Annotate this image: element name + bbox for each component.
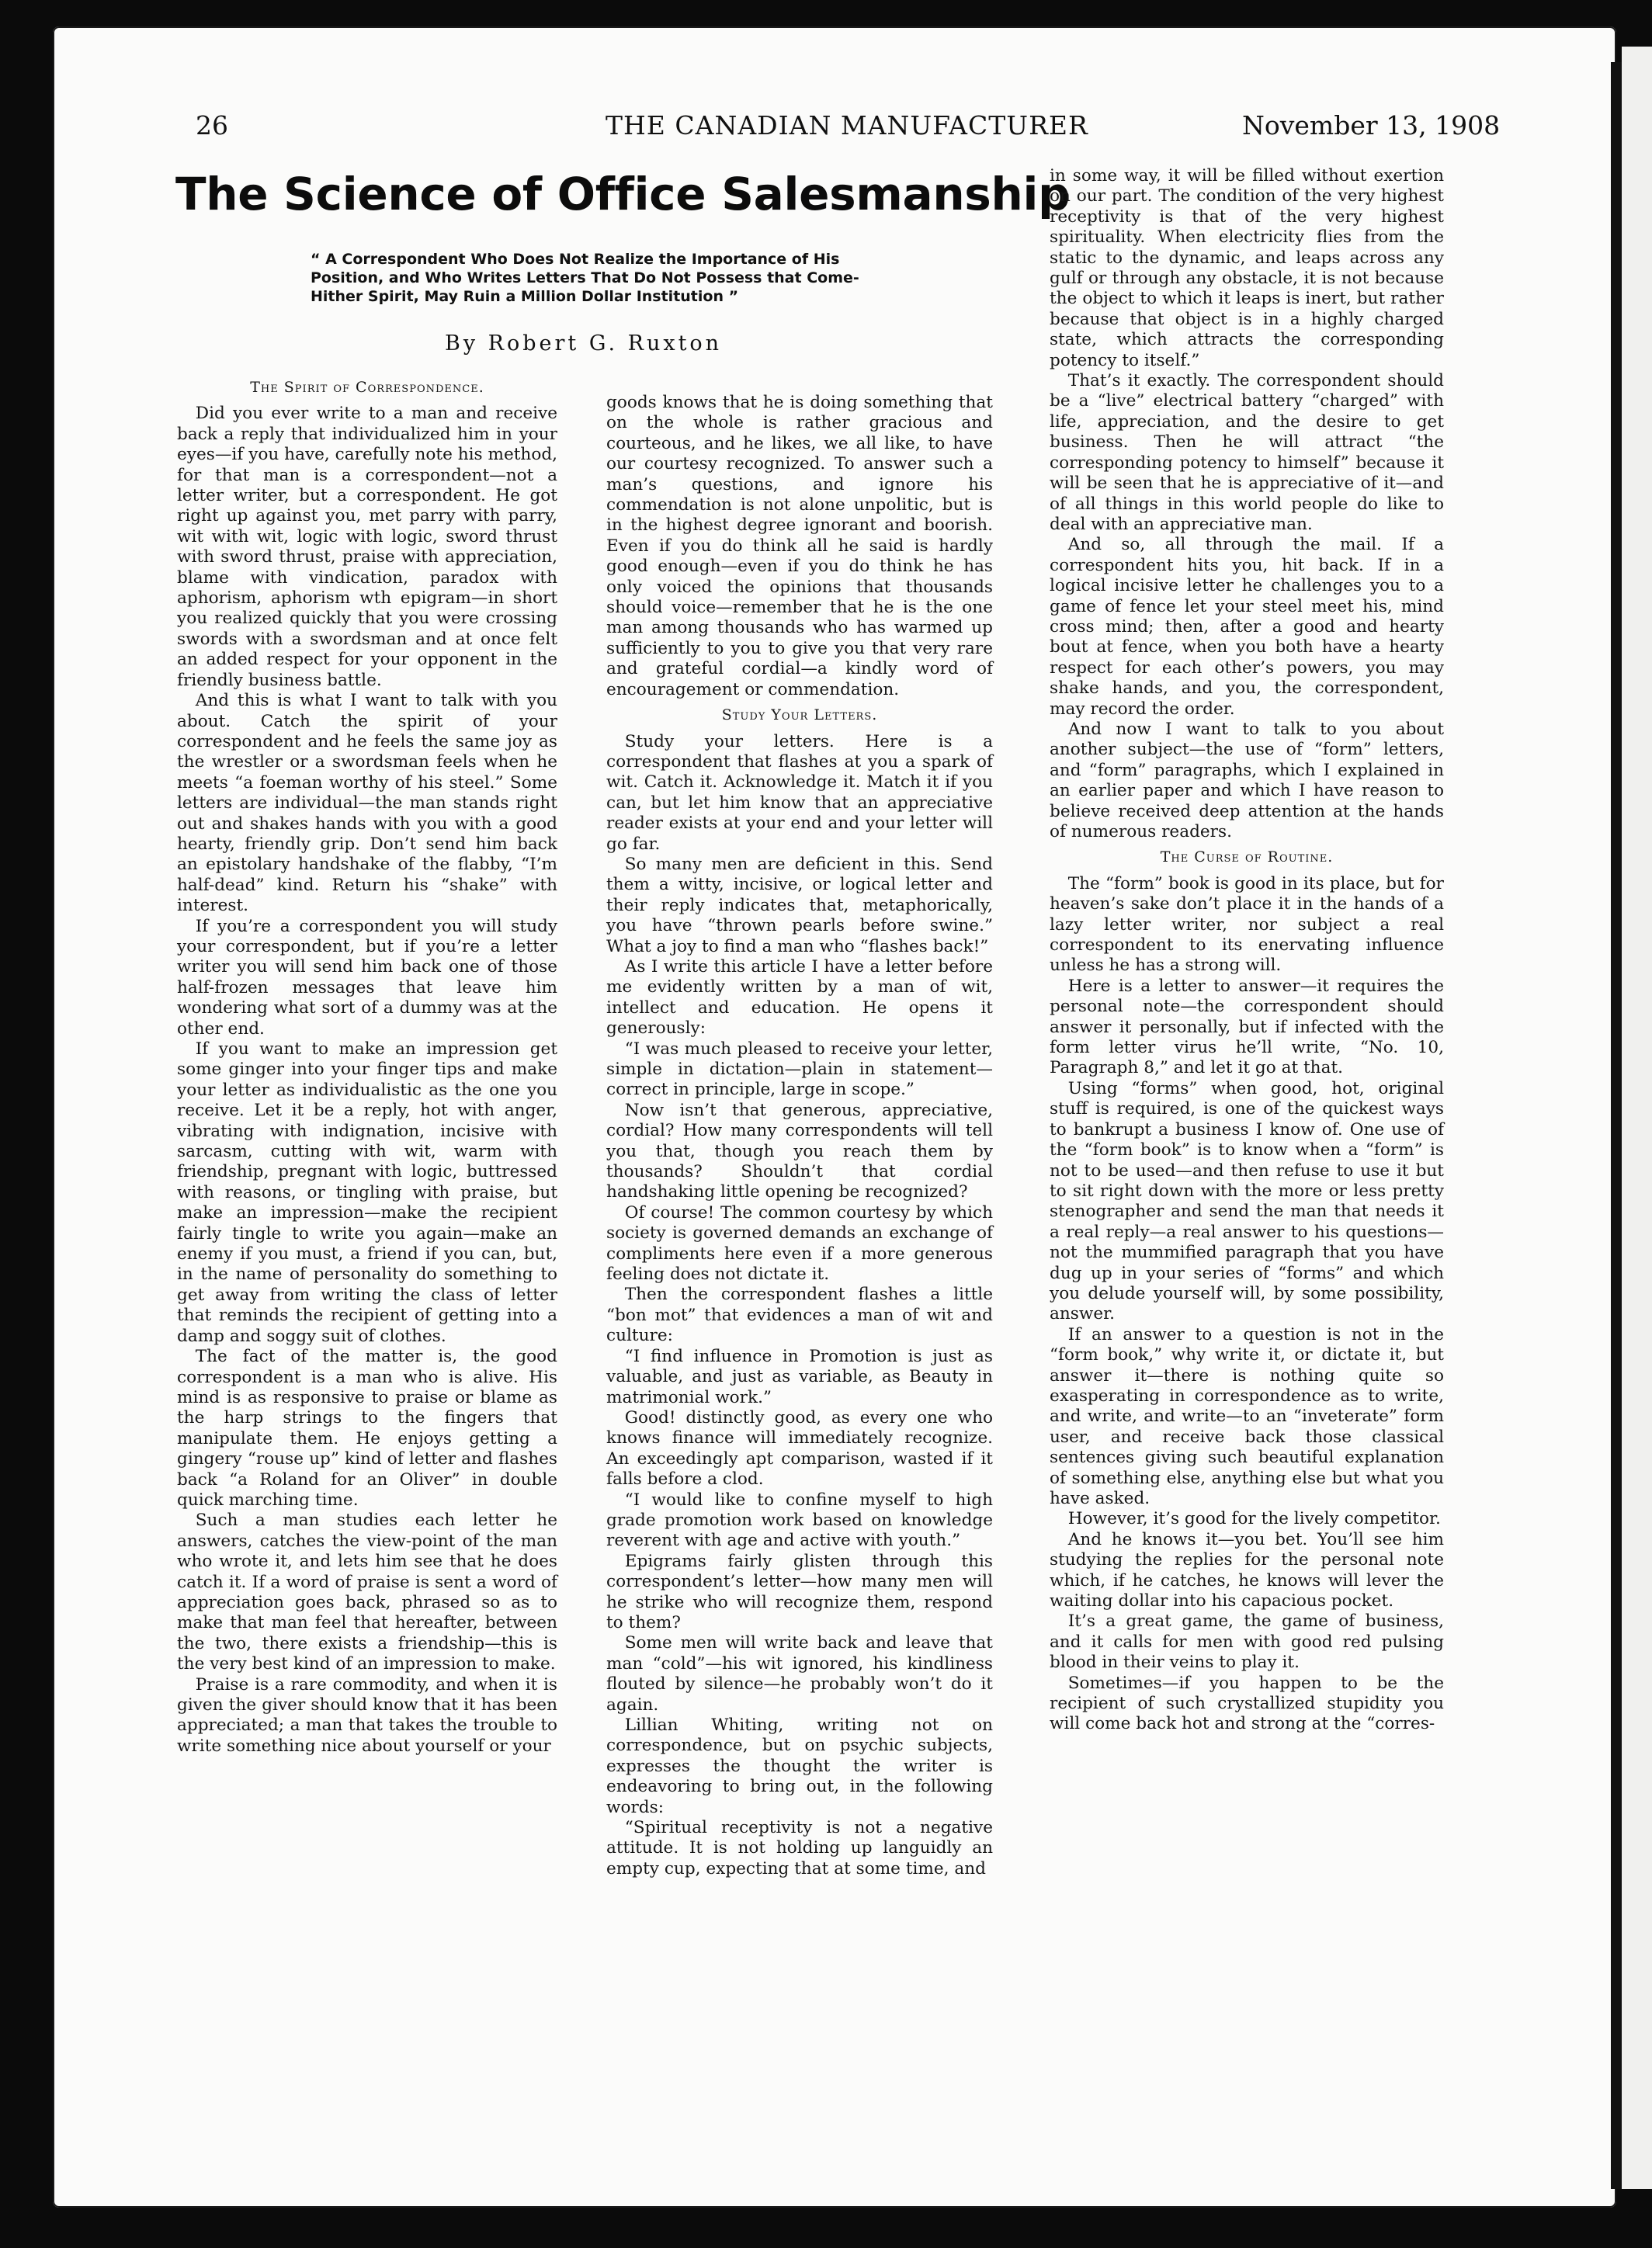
paragraph: And this is what I want to talk with you about. Catch the spirit of your correspondent and he feels the same joy as the wrestler or a swordsman feels when he meets “a foeman worthy of his steel.” Some letters are individual—the man stands right out and shakes hands with you with a good hearty, friendly grip. Don’t send him back an epistolary handshake of the flabby, “I’m half-dead” kind. Return his “shake” with interest.	[177, 691, 557, 916]
paragraph: So many men are deficient in this. Send them a witty, incisive, or logical letter and their reply indicates that, metaphorically, you have “thrown pearls before swine.” What a joy to find a man who “flashes back!”	[606, 854, 993, 956]
paragraph: Praise is a rare commodity, and when it is given the giver should know that it has been appreciated; a man that takes the trouble to write something nice about yourself or your	[177, 1674, 557, 1756]
paragraph: However, it’s good for the lively competitor.	[1067, 1509, 1441, 1529]
paragraph: Of course! The common courtesy by which society is governed demands an exchange of compliments here even if a more generous feeling does not dictate it.	[606, 1202, 993, 1285]
paragraph: “I find influence in Promotion is just as valuable, and just as variable, as Beauty in matrimonial work.”	[606, 1346, 993, 1407]
paragraph: If you want to make an impression get some ginger into your finger tips and make your letter as individualistic as the one you receive. Let it be a reply, hot with anger, vibrating with indignation, incisive with sarcasm, cutting with wit, warm with friendship, pregnant with logic, buttressed with reasons, or tingling with praise, but make an impression—make the recipient fairly tingle to write you again—make an enemy if you must, a friend if you can, but, in the name of personality do something to get away from writing the class of letter that reminds the recipient of getting into a damp and soggy suit of clothes.	[177, 1039, 557, 1346]
publication-name: THE CANADIAN MANUFACTURER	[606, 110, 1088, 140]
paragraph: The “form” book is good in its place, but for heaven’s sake don’t place it in the hands of a lazy letter writer, nor subject a real correspondent to its enervating influence unless he has a strong will.	[1050, 873, 1444, 976]
paragraph: Using “forms” when good, hot, original stuff is required, is one of the quickest ways to bankrupt a business I know of. One use of the “form book” is to know when a “form” is not to be used—and then refuse to use it but to sit right down with the more or less pretty stenographer and send the man that needs it a real reply—a real answer to his questions—not the mummified paragraph that you have dug up in your series of “forms” and which you delude yourself will, by some possibility, answer.	[1050, 1078, 1444, 1324]
section-heading: The Curse of Routine.	[1160, 848, 1334, 866]
article-byline: By Robert G. Ruxton	[445, 331, 723, 356]
paragraph: Such a man studies each letter he answers, catches the view-point of the man who wrote it, and lets him see that he does catch it. If a word of praise is sent a word of appreciation goes back, phrased so as to make that man feel that hereafter, between the two, there exists a friendship—this is the very best kind of an impression to make.	[177, 1511, 557, 1674]
paragraph: “I was much pleased to receive your letter, simple in dictation—plain in statement—correct in principle, large in scope.”	[606, 1039, 993, 1100]
paragraph: Some men will write back and leave that man “cold”—his wit ignored, his kindliness flouted by silence—he probably won’t do it again.	[606, 1633, 993, 1715]
paragraph: Then the correspondent flashes a little “bon mot” that evidences a man of wit and culture:	[606, 1285, 993, 1346]
adjacent-page-edge	[1622, 47, 1652, 2189]
paragraph: It’s a great game, the game of business, and it calls for men with good red pulsing blood in their veins to play it.	[1050, 1611, 1444, 1673]
paragraph: The fact of the matter is, the good correspondent is a man who is alive. His mind is as responsive to praise or blame as the harp strings to the fingers that manipulate them. He enjoys getting a gingery “rouse up” kind of letter and flashes back “a Roland for an Oliver” in double quick marching time.	[177, 1347, 557, 1510]
paragraph: If an answer to a question is not in the “form book,” why write it, or dictate it, but answer it—there is nothing quite so exasperating in correspondence as to write, and write, and write—to an “inveterate” form user, and receive back those classical sentences giving such beautiful explanation of something else, anything else but what you have asked.	[1050, 1324, 1444, 1508]
paragraph: goods knows that he is doing something that on the whole is rather gracious and courteous, and he likes, we all like, to have our courtesy recognized. To answer such a man’s questions, and ignore his commendation is not alone unpolitic, but is in the highest degree ignorant and boorish. Even if you do think all he said is hardly good enough—even if you do think he has only voiced the opinions that thousands should voice—remember that he is the one man among thousands who has warmed up sufficiently to you to give you that very rare and grateful cordial—a kindly word of encouragement or commendation.	[606, 393, 993, 699]
paragraph: If you’re a correspondent you will study your correspondent, but if you’re a letter writer you will send him back one of those half-frozen messages that leave him wondering what sort of a dummy was at the other end.	[177, 916, 557, 1039]
article-subtitle: “ A Correspondent Who Does Not Realize the Importance of His Position, and Who Writes Letters That Do Not Possess that Come-Hither Spirit, May Ruin a Million Dollar Institution ”	[311, 251, 859, 305]
column-2	[606, 393, 993, 1879]
page-gutter	[1611, 62, 1622, 2189]
column-1	[177, 373, 557, 1757]
paragraph: Lillian Whiting, writing not on correspondence, but on psychic subjects, expresses the thought the writer is endeavoring to bring out, in the following words:	[606, 1715, 993, 1817]
issue-date: November 13, 1908	[1242, 110, 1501, 140]
paragraph: And so, all through the mail. If a correspondent hits you, hit back. If in a logical incisive letter he challenges you to a game of fence let your steel meet his, mind cross mind; then, after a good and hearty bout at fence, when you both have a hearty respect for each other’s powers, you may shake hands, and you, the correspondent, may record the order.	[1050, 535, 1444, 719]
paragraph: “I would like to confine myself to high grade promotion work based on knowledge reverent with age and active with youth.”	[606, 1490, 993, 1551]
paragraph: Here is a letter to answer—it requires the personal note—the correspondent should answer it personally, but if infected with the form letter virus he’ll write, “No. 10, Paragraph 8,” and let it go at that.	[1050, 976, 1444, 1078]
paragraph: Study your letters. Here is a correspondent that flashes at you a spark of wit. Catch it. Acknowledge it. Match it if you can, but let him know that an appreciative reader exists at your end and your letter will go far.	[606, 731, 993, 854]
paragraph: Did you ever write to a man and receive back a reply that individualized him in your eyes—if you have, carefully note his method, for that man is a correspondent—not a letter writer, but a correspondent. He got right up against you, met parry with parry, wit with wit, logic with logic, sword thrust with sword thrust, praise with appreciation, blame with vindication, paradox with aphorism, aphorism wth epigram—in short you realized quickly that you were crossing swords with a swordsman and at once felt an added respect for your opponent in the friendly business battle.	[177, 404, 558, 690]
page-number: 26	[196, 110, 228, 140]
paragraph: And he knows it—you bet. You’ll see him studying the replies for the personal note which, if he catches, he knows will lever the waiting dollar into his capacious pocket.	[1050, 1529, 1444, 1611]
section-heading: The Spirit of Correspondence.	[250, 379, 484, 396]
paragraph: “Spiritual receptivity is not a negative attitude. It is not holding up languidly an empty cup, expecting that at some time, and	[606, 1818, 993, 1879]
paragraph: Epigrams fairly glisten through this correspondent’s letter—how many men will he strike who will recognize them, respond to them?	[606, 1551, 993, 1632]
section-heading: Study Your Letters.	[721, 706, 878, 724]
paragraph: And now I want to talk to you about another subject—the use of “form” letters, and “form” paragraphs, which I explained in an earlier paper and which I have reason to believe received deep attention at the hands of numerous readers.	[1050, 719, 1444, 841]
paragraph: As I write this article I have a letter before me evidently written by a man of wit, intellect and education. He opens it generously:	[606, 956, 993, 1039]
paragraph: in some way, it will be filled without exertion on our part. The condition of the very highest receptivity is that of the very highest spirituality. When electricity flies from the static to the dynamic, and leaps across any gulf or through any obstacle, it is not because the object to which it leaps is inert, but rather because that object is in a highly charged state, which attracts the corresponding potency to itself.”	[1050, 166, 1444, 370]
paragraph: That’s it exactly. The correspondent should be a “live” electrical battery “charged” with life, appreciation, and the desire to get business. Then he will attract “the corresponding potency to himself” because it will be seen that he is appreciative of it—and of all things in this world people do like to deal with an appreciative man.	[1050, 371, 1444, 534]
article-title: The Science of Office Salesmanship	[175, 168, 1071, 220]
paragraph: Sometimes—if you happen to be the recipient of such crystallized stupidity you will come back hot and strong at the “corres-	[1050, 1673, 1444, 1734]
column-3	[1050, 166, 1444, 1735]
paragraph: Now isn’t that generous, appreciative, cordial? How many correspondents will tell you that, though you reach them by thousands? Shouldn’t that cordial handshaking little opening be recognized?	[606, 1100, 993, 1202]
paragraph: Good! distinctly good, as every one who knows finance will immediately recognize. An exceedingly apt comparison, wasted if it falls before a clod.	[606, 1407, 993, 1490]
